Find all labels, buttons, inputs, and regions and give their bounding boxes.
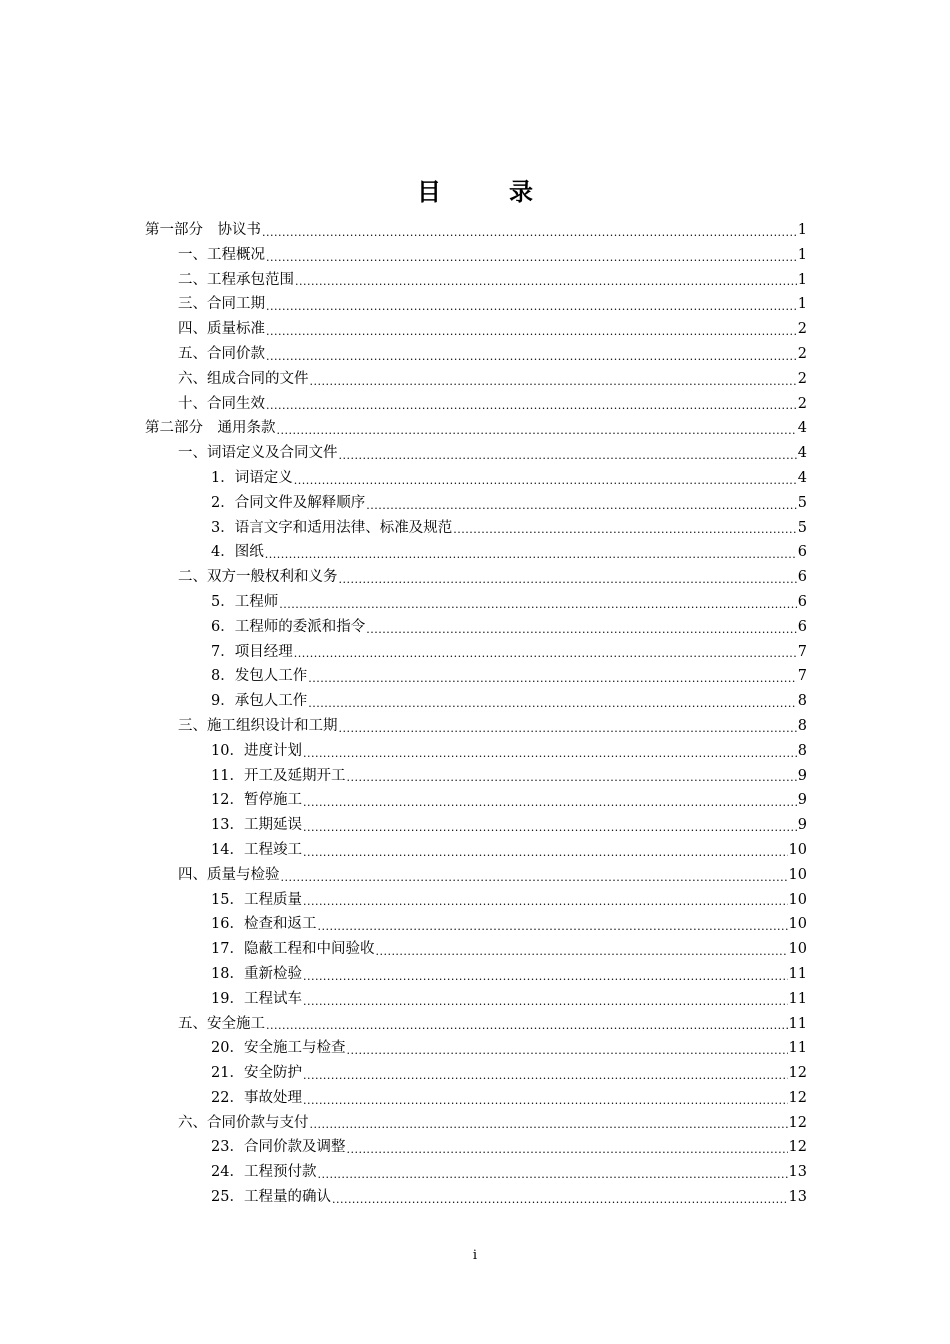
toc-entry-page: 9 — [797, 767, 807, 784]
toc-entry-page: 12 — [788, 1065, 807, 1082]
toc-entry-page: 2 — [797, 321, 807, 338]
toc-leader-dots — [366, 620, 797, 640]
toc-leader-dots — [294, 471, 797, 491]
toc-entry-label: 2．合同文件及解释顺序 — [211, 494, 366, 511]
toc-entry-label: 四、质量标准 — [178, 321, 265, 338]
toc-leader-dots — [295, 272, 797, 292]
toc-entry-label: 18．重新检验 — [211, 965, 302, 982]
toc-entry-label: 15．工程质量 — [211, 891, 302, 908]
toc-entry-page: 6 — [797, 618, 807, 635]
toc-entry-label: 十、合同生效 — [178, 395, 265, 412]
toc-leader-dots — [265, 545, 797, 565]
toc-leader-dots — [308, 694, 797, 714]
toc-leader-dots — [317, 917, 787, 937]
toc-entry-label: 4．图纸 — [211, 544, 264, 561]
toc-entry[interactable] — [145, 813, 807, 838]
toc-leader-dots — [310, 372, 797, 392]
toc-leader-dots — [339, 719, 797, 739]
toc-leader-dots — [303, 818, 797, 838]
toc-entry-label: 19．工程试车 — [211, 990, 302, 1007]
toc-entry-page: 6 — [797, 593, 807, 610]
toc-entry[interactable] — [145, 987, 807, 1012]
toc-leader-dots — [346, 1140, 787, 1160]
toc-entry-label: 5．工程师 — [211, 593, 279, 610]
toc-leader-dots — [266, 297, 797, 317]
toc-entry[interactable] — [145, 714, 807, 739]
toc-leader-dots — [339, 570, 797, 590]
toc-entry-page: 4 — [797, 469, 807, 486]
toc-entry-page: 10 — [788, 891, 807, 908]
toc-entry-label: 三、施工组织设计和工期 — [178, 717, 338, 734]
page-number: i — [472, 1248, 478, 1263]
toc-entry-page: 12 — [788, 1139, 807, 1156]
toc-entry[interactable] — [145, 788, 807, 813]
toc-leader-dots — [266, 347, 797, 367]
toc-leader-dots — [266, 1016, 788, 1036]
toc-entry-page: 6 — [797, 569, 807, 586]
toc-entry[interactable] — [145, 615, 807, 640]
toc-entry-page: 2 — [797, 370, 807, 387]
toc-entry-label: 14．工程竣工 — [211, 841, 302, 858]
toc-entry-page: 5 — [797, 519, 807, 536]
toc-entry-label: 21．安全防护 — [211, 1065, 302, 1082]
toc-entry[interactable] — [145, 268, 807, 293]
toc-leader-dots — [266, 396, 797, 416]
toc-entry-label: 7．项目经理 — [211, 643, 293, 660]
toc-entry-label: 11．开工及延期开工 — [211, 767, 346, 784]
toc-entry[interactable] — [145, 590, 807, 615]
toc-entry[interactable] — [145, 317, 807, 342]
toc-entry-page: 12 — [788, 1114, 807, 1131]
toc-entry[interactable] — [145, 1061, 807, 1086]
toc-leader-dots — [303, 793, 797, 813]
toc-entry[interactable] — [145, 441, 807, 466]
toc-entry-page: 11 — [788, 990, 807, 1007]
toc-entry[interactable] — [145, 367, 807, 392]
toc-entry[interactable] — [145, 640, 807, 665]
table-of-contents — [145, 218, 807, 1210]
toc-entry[interactable] — [145, 292, 807, 317]
toc-entry-label: 13．工期延误 — [211, 817, 302, 834]
toc-entry-page: 13 — [788, 1164, 807, 1181]
toc-leader-dots — [303, 967, 788, 987]
toc-entry-page: 7 — [797, 643, 807, 660]
toc-entry-label: 22．事故处理 — [211, 1089, 302, 1106]
toc-leader-dots — [303, 744, 797, 764]
toc-entry-page: 11 — [788, 1015, 807, 1032]
toc-entry-label: 1．词语定义 — [211, 469, 293, 486]
toc-entry-page: 12 — [788, 1089, 807, 1106]
toc-entry[interactable] — [145, 466, 807, 491]
toc-entry[interactable] — [145, 664, 807, 689]
toc-entry-label: 17．隐蔽工程和中间验收 — [211, 941, 375, 958]
toc-entry-page: 13 — [788, 1189, 807, 1206]
toc-entry-page: 1 — [797, 246, 807, 263]
toc-entry-label: 12．暂停施工 — [211, 792, 302, 809]
toc-leader-dots — [310, 1115, 788, 1135]
toc-entry-page: 10 — [788, 841, 807, 858]
toc-entry-label: 六、合同价款与支付 — [178, 1114, 309, 1131]
toc-entry-page: 11 — [788, 1040, 807, 1057]
toc-entry-page: 5 — [797, 494, 807, 511]
toc-entry-label: 24．工程预付款 — [211, 1164, 317, 1181]
toc-entry[interactable] — [145, 888, 807, 913]
toc-entry[interactable] — [145, 962, 807, 987]
toc-entry-page: 9 — [797, 792, 807, 809]
toc-entry[interactable] — [145, 912, 807, 937]
toc-leader-dots — [339, 446, 797, 466]
toc-entry-label: 6．工程师的委派和指令 — [211, 618, 366, 635]
toc-entry-page: 10 — [788, 866, 807, 883]
toc-leader-dots — [317, 1165, 787, 1185]
toc-leader-dots — [277, 421, 797, 441]
toc-entry[interactable] — [145, 540, 807, 565]
toc-entry-label: 16．检查和返工 — [211, 916, 317, 933]
toc-entry-page: 8 — [797, 742, 807, 759]
toc-leader-dots — [332, 1190, 788, 1210]
toc-entry[interactable] — [145, 416, 807, 441]
toc-leader-dots — [366, 496, 797, 516]
toc-entry-label: 20．安全施工与检查 — [211, 1040, 346, 1057]
toc-entry-label: 五、安全施工 — [178, 1015, 265, 1032]
toc-entry-page: 1 — [797, 271, 807, 288]
toc-entry[interactable] — [145, 1135, 807, 1160]
toc-entry[interactable] — [145, 1012, 807, 1037]
toc-leader-dots — [294, 644, 797, 664]
toc-leader-dots — [266, 248, 797, 268]
toc-entry-label: 25．工程量的确认 — [211, 1189, 331, 1206]
toc-entry[interactable] — [145, 565, 807, 590]
toc-entry-label: 第一部分 协议书 — [145, 222, 261, 238]
toc-entry-page: 10 — [788, 916, 807, 933]
toc-entry[interactable] — [145, 1086, 807, 1111]
toc-entry-label: 五、合同价款 — [178, 345, 265, 362]
toc-leader-dots — [262, 223, 797, 243]
toc-entry[interactable] — [145, 1036, 807, 1061]
toc-entry-label: 一、词语定义及合同文件 — [178, 445, 338, 462]
toc-entry-label: 第二部分 通用条款 — [145, 420, 276, 437]
toc-entry-label: 六、组成合同的文件 — [178, 370, 309, 387]
toc-entry-label: 一、工程概况 — [178, 246, 265, 263]
toc-entry[interactable] — [145, 1160, 807, 1185]
toc-entry-label: 三、合同工期 — [178, 296, 265, 313]
toc-leader-dots — [281, 868, 788, 888]
toc-leader-dots — [303, 992, 788, 1012]
toc-entry-page: 8 — [797, 693, 807, 710]
toc-leader-dots — [346, 1041, 787, 1061]
toc-leader-dots — [375, 942, 787, 962]
toc-leader-dots — [303, 843, 788, 863]
toc-leader-dots — [308, 669, 797, 689]
toc-entry-label: 3．语言文字和适用法律、标准及规范 — [211, 519, 453, 536]
toc-leader-dots — [279, 595, 797, 615]
toc-entry-page: 6 — [797, 544, 807, 561]
toc-entry-page: 1 — [797, 296, 807, 313]
toc-entry[interactable] — [145, 491, 807, 516]
toc-entry[interactable] — [145, 937, 807, 962]
toc-entry[interactable] — [145, 243, 807, 268]
toc-entry-page: 4 — [797, 445, 807, 462]
toc-entry[interactable] — [145, 516, 807, 541]
toc-entry-page: 8 — [797, 717, 807, 734]
toc-entry[interactable] — [145, 838, 807, 863]
toc-entry-label: 23．合同价款及调整 — [211, 1139, 346, 1156]
toc-entry-page: 2 — [797, 345, 807, 362]
toc-entry-page: 11 — [788, 965, 807, 982]
toc-entry[interactable] — [145, 764, 807, 789]
toc-leader-dots — [303, 1066, 788, 1086]
document-title: 目 录 — [417, 177, 555, 206]
toc-entry-label: 8．发包人工作 — [211, 668, 308, 685]
toc-entry[interactable] — [145, 689, 807, 714]
toc-entry-page: 2 — [797, 395, 807, 412]
toc-entry-page: 10 — [788, 941, 807, 958]
toc-entry-label: 二、工程承包范围 — [178, 271, 294, 288]
toc-entry-page: 1 — [797, 222, 807, 238]
toc-entry[interactable] — [145, 342, 807, 367]
toc-entry-page: 7 — [797, 668, 807, 685]
toc-leader-dots — [266, 322, 797, 342]
toc-entry-label: 9．承包人工作 — [211, 693, 308, 710]
toc-leader-dots — [346, 768, 796, 788]
toc-entry-label: 四、质量与检验 — [178, 866, 280, 883]
toc-entry-page: 9 — [797, 817, 807, 834]
toc-leader-dots — [303, 892, 788, 912]
toc-leader-dots — [303, 1091, 788, 1111]
toc-entry-label: 二、双方一般权利和义务 — [178, 569, 338, 586]
toc-entry[interactable] — [145, 218, 807, 243]
toc-entry[interactable] — [145, 863, 807, 888]
toc-entry-label: 10．进度计划 — [211, 742, 302, 759]
toc-entry[interactable] — [145, 392, 807, 417]
toc-entry[interactable] — [145, 1111, 807, 1136]
toc-entry[interactable] — [145, 739, 807, 764]
toc-entry[interactable] — [145, 1185, 807, 1210]
toc-leader-dots — [453, 520, 797, 540]
toc-entry-page: 4 — [797, 420, 807, 437]
